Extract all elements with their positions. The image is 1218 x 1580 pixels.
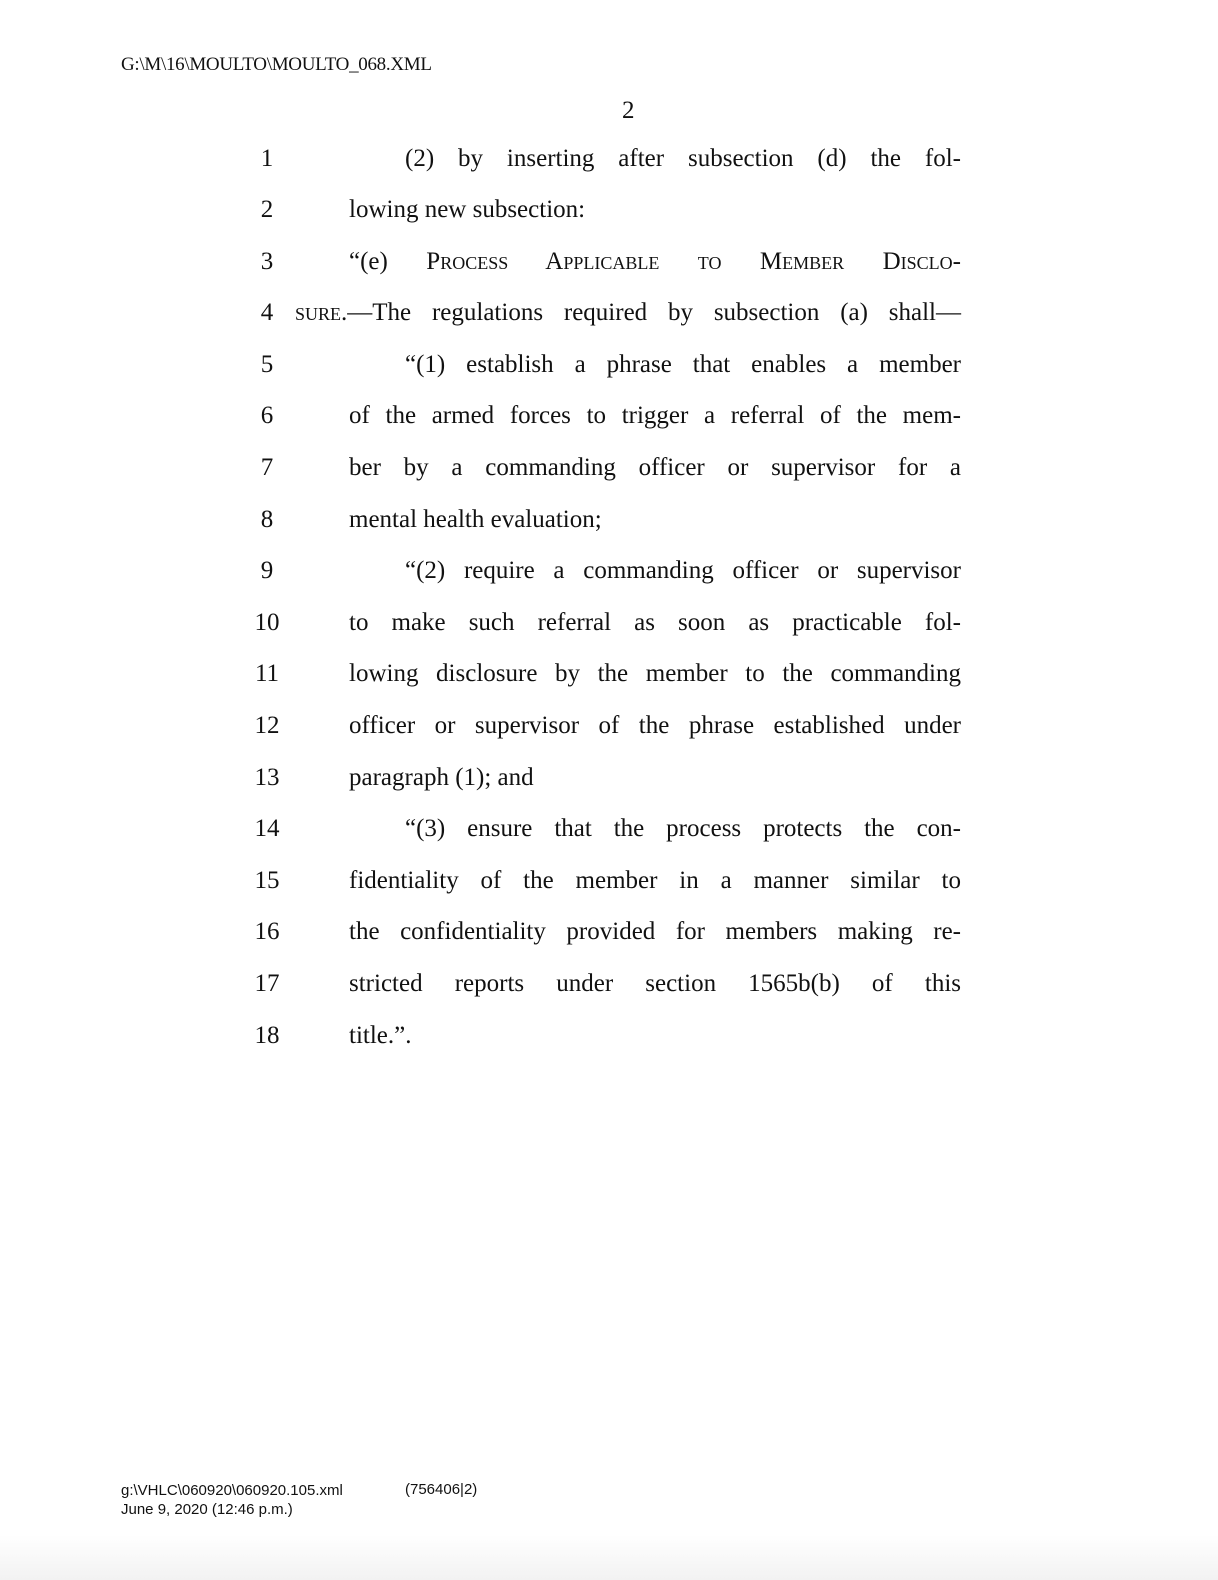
line-number: 15 <box>254 867 280 894</box>
footer-date: June 9, 2020 (12:46 p.m.) <box>121 1501 293 1518</box>
line-number: 17 <box>254 970 280 997</box>
subsection-title-end: sure. <box>295 299 348 326</box>
line-text: lowing disclosure by the member to the commanding <box>349 660 961 687</box>
line-text: to make such referral as soon as practicable fol- <box>349 609 961 636</box>
line-text: stricted reports under section 1565b(b) of this <box>349 970 961 997</box>
line-number: 3 <box>260 248 274 275</box>
line-number: 8 <box>260 506 274 533</box>
line-text: ber by a commanding officer or supervisor for a <box>349 454 961 481</box>
line-number: 4 <box>260 299 274 326</box>
footer-file-path: g:\VHLC\060920\060920.105.xml <box>121 1482 343 1499</box>
text-line <box>0 603 1218 643</box>
text-line <box>0 139 1218 179</box>
text-line <box>0 190 1218 230</box>
text-line <box>0 758 1218 798</box>
line-number: 7 <box>260 454 274 481</box>
text-line <box>0 654 1218 694</box>
subsection-label: “(e) <box>349 248 427 275</box>
text-line <box>0 1016 1218 1056</box>
line-text: mental health evaluation; <box>349 506 602 533</box>
subsection-heading <box>349 242 961 282</box>
line-text <box>295 293 961 333</box>
text-line <box>0 912 1218 952</box>
subsection-title: Process Applicable to Member Disclo- <box>426 248 961 275</box>
text-line <box>0 551 1218 591</box>
line-text: (2) by inserting after subsection (d) the fol- <box>405 145 961 172</box>
line-text-body: —The regulations required by subsection (a) shall— <box>347 299 961 326</box>
line-number: 5 <box>260 351 274 378</box>
line-number: 9 <box>260 557 274 584</box>
text-line <box>0 448 1218 488</box>
line-text: “(1) establish a phrase that enables a member <box>405 351 961 378</box>
line-number: 10 <box>254 609 280 636</box>
header-file-path: G:\M\16\MOULTO\MOULTO_068.XML <box>121 54 432 75</box>
line-number: 13 <box>254 764 280 791</box>
line-number: 18 <box>254 1022 280 1049</box>
footer-document-code: (756406|2) <box>405 1481 478 1498</box>
line-text: officer or supervisor of the phrase established under <box>349 712 961 739</box>
line-number: 11 <box>254 660 280 687</box>
text-line <box>0 396 1218 436</box>
line-number: 2 <box>260 196 274 223</box>
footer-info <box>121 1481 343 1519</box>
text-line <box>0 242 1218 282</box>
text-line <box>0 964 1218 1004</box>
line-text: of the armed forces to trigger a referral of the mem- <box>349 402 961 429</box>
line-text: “(2) require a commanding officer or supervisor <box>405 557 961 584</box>
text-line <box>0 809 1218 849</box>
line-number: 1 <box>260 145 274 172</box>
text-line <box>0 500 1218 540</box>
text-line <box>0 293 1218 333</box>
line-text: lowing new subsection: <box>349 196 586 223</box>
line-text: paragraph (1); and <box>349 764 534 791</box>
text-line <box>0 861 1218 901</box>
line-text: fidentiality of the member in a manner similar to <box>349 867 961 894</box>
line-text: title.”. <box>349 1022 412 1049</box>
line-text: “(3) ensure that the process protects the con- <box>405 815 961 842</box>
line-number: 16 <box>254 918 280 945</box>
page-number: 2 <box>622 97 635 124</box>
text-line <box>0 706 1218 746</box>
text-line <box>0 345 1218 385</box>
line-number: 14 <box>254 815 280 842</box>
line-text: the confidentiality provided for members making re- <box>349 918 961 945</box>
line-number: 12 <box>254 712 280 739</box>
line-number: 6 <box>260 402 274 429</box>
